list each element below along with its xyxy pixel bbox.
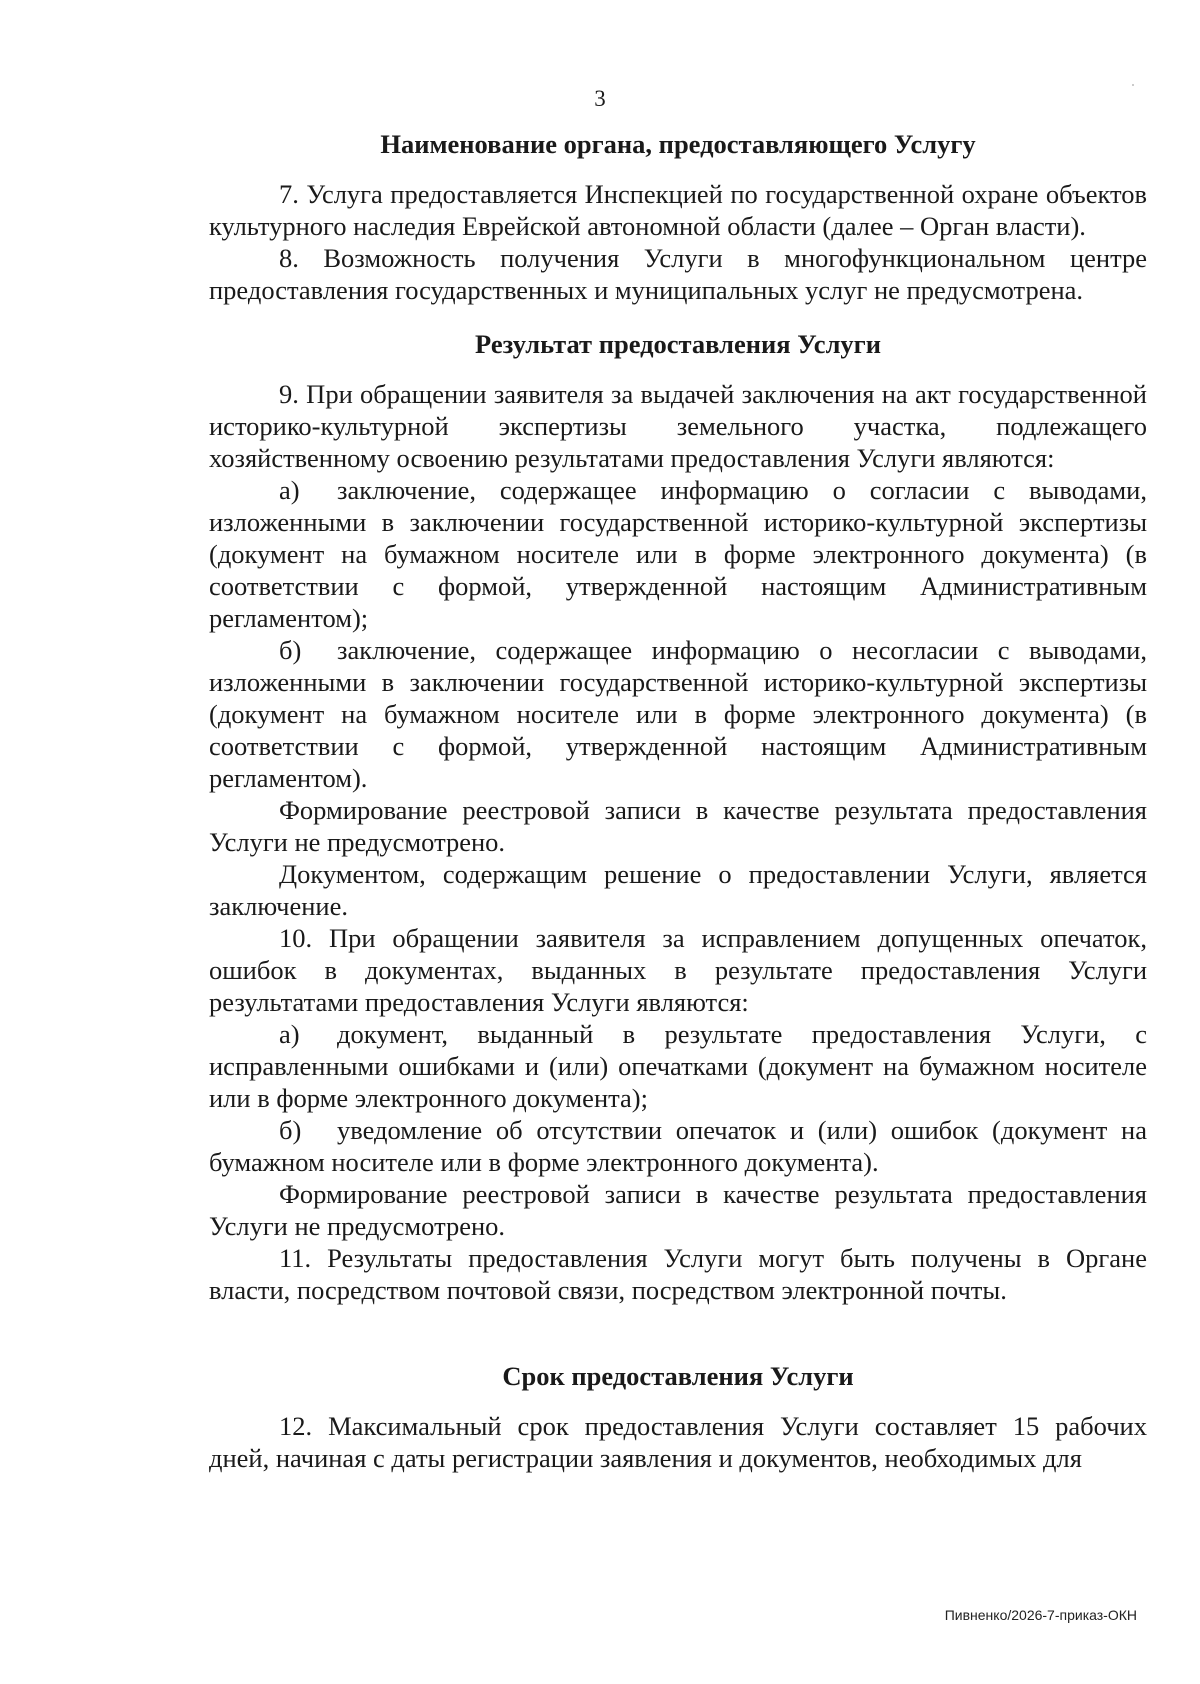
footer-document-code: Пивненко/2026-7-приказ-ОКН — [944, 1607, 1137, 1623]
paragraph-11: 11. Результаты предоставления Услуги могут быть получены в Органе власти, посредством почтовой связи, посредством электронной почты. — [209, 1243, 1147, 1305]
paragraph-9-registry: Формирование реестровой записи в качестве результата предоставления Услуги не предусмотрено. — [209, 795, 1147, 857]
paragraph-8: 8. Возможность получения Услуги в многофункциональном центре предоставления государственных и муниципальных услуг не предусмотрена. — [209, 243, 1147, 305]
paragraph-9-decision: Документом, содержащим решение о предоставлении Услуги, является заключение. — [209, 859, 1147, 921]
paragraph-10b-text: уведомление об отсутствии опечаток и (или) ошибок (документ на бумажном носителе или в форме электронного документа). — [209, 1115, 1147, 1177]
page-number: 3 — [594, 86, 606, 111]
paragraph-10: 10. При обращении заявителя за исправлением допущенных опечаток, ошибок в документах, выданных в результате предоставления Услуги результатами предоставления Услуги являются: — [209, 923, 1147, 1017]
paragraph-9a-text: заключение, содержащее информацию о согласии с выводами, изложенными в заключении государственной историко-культурной экспертизы (документ на бумажном носителе или в форме электронного документа) (в соответствии с формой, утвержденной настоящим Административным регламентом); — [209, 475, 1147, 633]
paragraph-7: 7. Услуга предоставляется Инспекцией по государственной охране объектов культурного наследия Еврейской автономной области (далее – Орган власти). — [209, 179, 1147, 241]
paragraph-10a — [209, 1018, 1147, 1114]
section-heading-term: Срок предоставления Услуги — [502, 1361, 854, 1391]
paragraph-10-registry: Формирование реестровой записи в качестве результата предоставления Услуги не предусмотрено. — [209, 1179, 1147, 1241]
section-heading-result: Результат предоставления Услуги — [475, 329, 881, 359]
paragraph-9a — [209, 474, 1147, 634]
paragraph-9b-text: заключение, содержащее информацию о несогласии с выводами, изложенными в заключении государственной историко-культурной экспертизы (документ на бумажном носителе или в форме электронного документа) (в соответствии с формой, утвержденной настоящим Административным регламентом). — [209, 635, 1147, 793]
list-marker: а) — [279, 475, 300, 505]
paragraph-10a-text: документ, выданный в результате предоставления Услуги, с исправленными ошибками и (или) опечатками (документ на бумажном носителе или в форме электронного документа); — [209, 1019, 1147, 1113]
list-marker: б) — [279, 635, 302, 665]
paragraph-10b — [209, 1114, 1147, 1178]
paragraph-9: 9. При обращении заявителя за выдачей заключения на акт государственной историко-культурной экспертизы земельного участка, подлежащего хозяйственному освоению результатами предоставления Услуги являются: — [209, 379, 1147, 473]
paragraph-9b — [209, 634, 1147, 794]
document-body — [209, 128, 1147, 1474]
section-heading-organ: Наименование органа, предоставляющего Услугу — [380, 129, 976, 159]
list-marker: а) — [279, 1019, 300, 1049]
paragraph-12: 12. Максимальный срок предоставления Услуги составляет 15 рабочих дней, начиная с даты регистрации заявления и документов, необходимых для — [209, 1411, 1147, 1473]
list-marker: б) — [279, 1115, 302, 1145]
